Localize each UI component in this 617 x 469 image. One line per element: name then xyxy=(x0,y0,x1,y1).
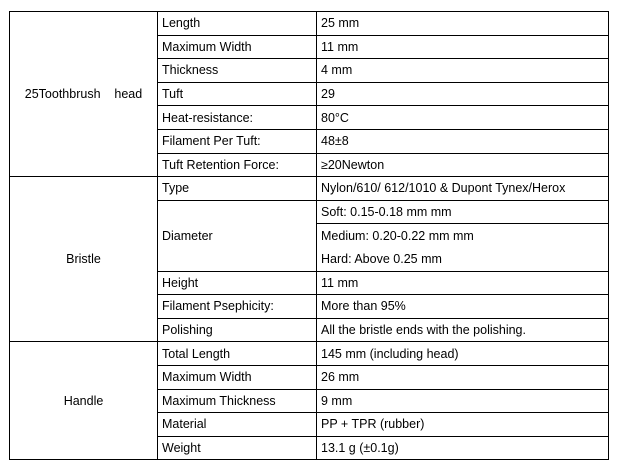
row-label: Heat-resistance: xyxy=(158,106,317,130)
row-value: 11 mm xyxy=(317,271,609,295)
row-label: Length xyxy=(158,12,317,36)
row-label: Weight xyxy=(158,436,317,460)
spec-table xyxy=(9,11,609,460)
row-value: 13.1 g (±0.1g) xyxy=(317,436,609,460)
row-label: Height xyxy=(158,271,317,295)
group-title-bristle: Bristle xyxy=(10,177,158,342)
row-label: Total Length xyxy=(158,342,317,366)
table-row xyxy=(10,12,609,36)
row-value: 145 mm (including head) xyxy=(317,342,609,366)
row-label: Polishing xyxy=(158,318,317,342)
row-label: Filament Psephicity: xyxy=(158,295,317,319)
row-label: Tuft xyxy=(158,82,317,106)
row-label: Thickness xyxy=(158,59,317,83)
row-label: Type xyxy=(158,177,317,201)
row-value: 48±8 xyxy=(317,129,609,153)
row-label: Maximum Thickness xyxy=(158,389,317,413)
row-label: Maximum Width xyxy=(158,35,317,59)
row-value: 29 xyxy=(317,82,609,106)
row-value: All the bristle ends with the polishing. xyxy=(317,318,609,342)
row-value: 4 mm xyxy=(317,59,609,83)
row-label: Material xyxy=(158,413,317,437)
row-value: 26 mm xyxy=(317,365,609,389)
row-value-line: Soft: 0.15-0.18 mm mm xyxy=(317,200,609,224)
row-value-line: Medium: 0.20-0.22 mm mm xyxy=(317,224,609,248)
row-value: 9 mm xyxy=(317,389,609,413)
row-value: 11 mm xyxy=(317,35,609,59)
row-label: Diameter xyxy=(158,200,317,271)
row-value-line: Hard: Above 0.25 mm xyxy=(317,247,609,271)
row-label: Tuft Retention Force: xyxy=(158,153,317,177)
row-label: Filament Per Tuft: xyxy=(158,129,317,153)
group-title-handle: Handle xyxy=(10,342,158,460)
table-row xyxy=(10,177,609,201)
group-title-head: 25Toothbrush head xyxy=(10,12,158,177)
row-value: ≥20Newton xyxy=(317,153,609,177)
table-row xyxy=(10,342,609,366)
row-label: Maximum Width xyxy=(158,365,317,389)
row-value: 25 mm xyxy=(317,12,609,36)
row-value: PP + TPR (rubber) xyxy=(317,413,609,437)
row-value: More than 95% xyxy=(317,295,609,319)
row-value: 80°C xyxy=(317,106,609,130)
row-value: Nylon/610/ 612/1010 & Dupont Tynex/Herox xyxy=(317,177,609,201)
